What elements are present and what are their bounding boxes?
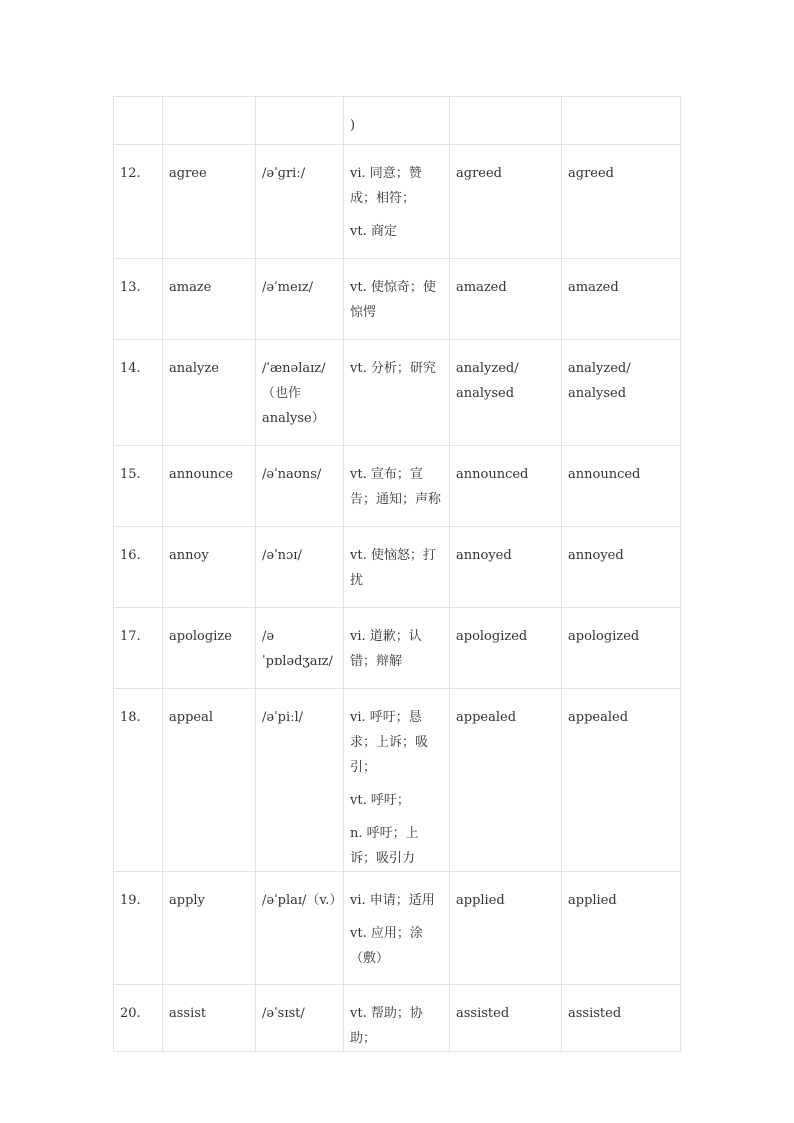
past-participle-cell: agreed [562,145,681,259]
past-participle-cell: analyzed/ analysed [562,340,681,446]
phonetic-cell [256,97,344,145]
row-number: 16. [114,527,163,608]
meaning-line: vt. 使恼怒；打扰 [350,548,436,588]
meaning-cell [344,608,450,689]
table-row [114,97,681,145]
meaning-cell [344,446,450,527]
word-cell: annoy [163,527,256,608]
phonetic-cell: /əˈnɔɪ/ [256,527,344,608]
vocabulary-table [113,96,681,1052]
past-participle-cell: annoyed [562,527,681,608]
word-cell: agree [163,145,256,259]
past-tense-cell: appealed [450,689,562,872]
phonetic-cell: /əˈpiːl/ [256,689,344,872]
table-row [114,446,681,527]
row-number: 14. [114,340,163,446]
meaning-cell [344,985,450,1052]
row-number: 15. [114,446,163,527]
row-number: 19. [114,872,163,985]
phonetic-cell: /əˈmeɪz/ [256,259,344,340]
table-row [114,259,681,340]
phonetic-cell: /əˈnaʊns/ [256,446,344,527]
word-cell: appeal [163,689,256,872]
past-tense-cell: applied [450,872,562,985]
past-participle-cell: appealed [562,689,681,872]
meaning-line: vt. 帮助；协助； [350,1006,423,1046]
row-number: 17. [114,608,163,689]
meaning-line: vt. 分析；研究 [350,361,436,376]
meaning-line: vi. 申请；适用 [350,893,435,908]
table-row [114,608,681,689]
table-row [114,689,681,872]
meaning-cell [344,689,450,872]
row-number: 13. [114,259,163,340]
past-participle-cell [562,97,681,145]
past-tense-cell: announced [450,446,562,527]
word-cell: apply [163,872,256,985]
word-cell: assist [163,985,256,1052]
past-participle-cell: assisted [562,985,681,1052]
past-tense-cell: agreed [450,145,562,259]
past-participle-cell: apologized [562,608,681,689]
table-row [114,985,681,1052]
phonetic-cell: /əˈplaɪ/（v.） [256,872,344,985]
meaning-cell [344,527,450,608]
meaning-line: n. 呼吁；上诉；吸引力 [350,826,419,866]
past-tense-cell: amazed [450,259,562,340]
past-participle-cell: applied [562,872,681,985]
meaning-line: vi. 呼吁；恳求；上诉；吸引； [350,710,429,775]
word-cell [163,97,256,145]
past-tense-cell: apologized [450,608,562,689]
phonetic-cell: /əˈɡriː/ [256,145,344,259]
row-number: 12. [114,145,163,259]
past-tense-cell: annoyed [450,527,562,608]
phonetic-cell: /əˈpɒlədʒaɪz/ [256,608,344,689]
past-tense-cell [450,97,562,145]
meaning-line: vi. 道歉；认错；辩解 [350,629,422,669]
word-cell: announce [163,446,256,527]
meaning-line: vt. 商定 [350,224,397,239]
meaning-cell [344,340,450,446]
meaning-line: vt. 宣布；宣告；通知；声称 [350,467,442,507]
word-cell: apologize [163,608,256,689]
meaning-cell [344,145,450,259]
past-tense-cell: analyzed/ analysed [450,340,562,446]
row-number: 18. [114,689,163,872]
past-participle-cell: announced [562,446,681,527]
past-participle-cell: amazed [562,259,681,340]
meaning-cell [344,97,450,145]
meaning-cell [344,872,450,985]
meaning-line: ) [350,118,356,133]
meaning-line: vt. 应用；涂（敷） [350,926,423,966]
row-number: 20. [114,985,163,1052]
row-number [114,97,163,145]
phonetic-cell: /ˈænəlaɪz/（也作analyse） [256,340,344,446]
table-row [114,872,681,985]
word-cell: amaze [163,259,256,340]
meaning-line: vi. 同意；赞成；相符； [350,166,422,206]
word-cell: analyze [163,340,256,446]
meaning-cell [344,259,450,340]
table-row [114,145,681,259]
past-tense-cell: assisted [450,985,562,1052]
table-row [114,527,681,608]
phonetic-cell: /əˈsɪst/ [256,985,344,1052]
table-row [114,340,681,446]
meaning-line: vt. 呼吁； [350,793,410,808]
meaning-line: vt. 使惊奇；使惊愕 [350,280,436,320]
